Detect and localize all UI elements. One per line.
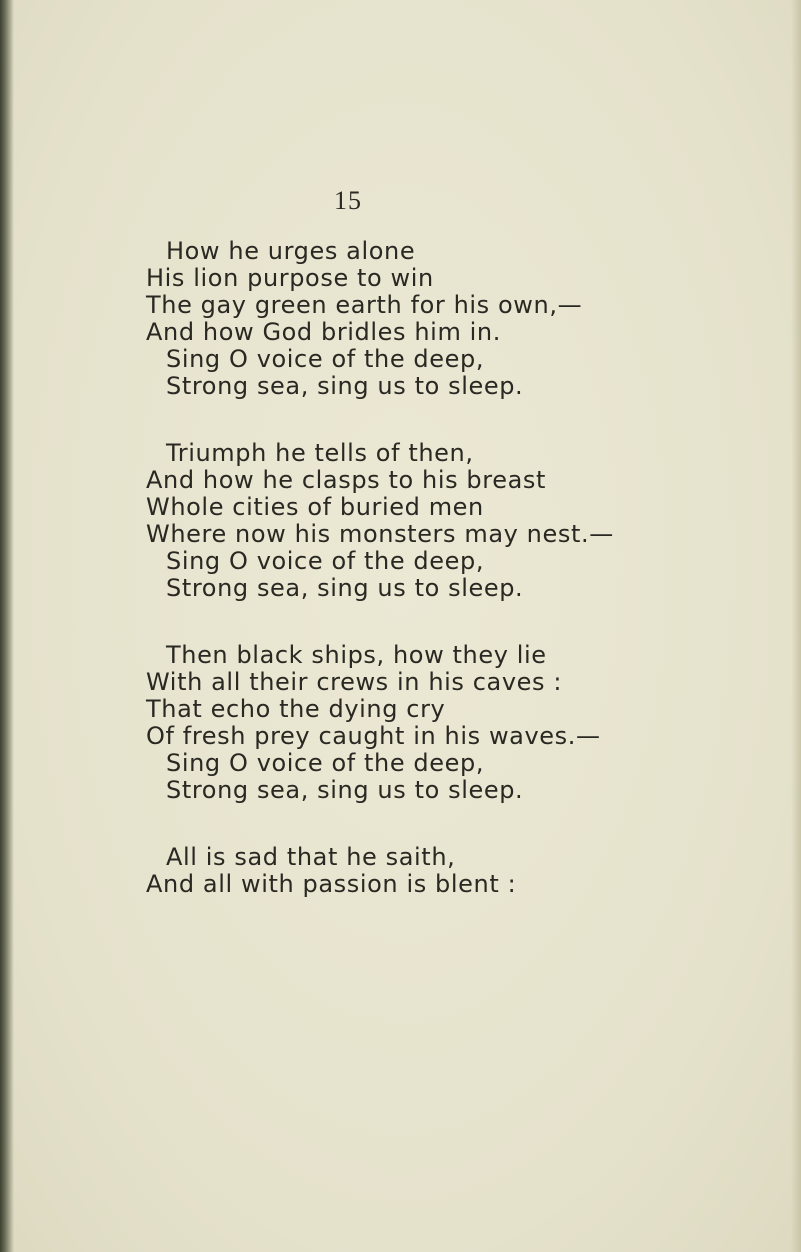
poem-line: Strong sea, sing us to sleep. xyxy=(166,372,524,400)
poem-line: Of fresh prey caught in his waves.— xyxy=(146,722,601,750)
page-outer-edge xyxy=(791,0,801,1252)
poem-line: All is sad that he saith, xyxy=(166,843,456,871)
poem-line: Strong sea, sing us to sleep. xyxy=(166,776,524,804)
page-binding-edge xyxy=(0,0,14,1252)
poem-line: And all with passion is blent : xyxy=(146,870,517,898)
poem-line: Sing O voice of the deep, xyxy=(166,547,485,575)
poem-line: Sing O voice of the deep, xyxy=(166,345,485,373)
poem-line: And how God bridles him in. xyxy=(146,318,501,346)
poem-line: Where now his monsters may nest.— xyxy=(146,520,614,548)
poem-line: That echo the dying cry xyxy=(146,695,446,723)
poem-line: Sing O voice of the deep, xyxy=(166,749,485,777)
poem-line: Then black ships, how they lie xyxy=(166,641,547,669)
poem-line: How he urges alone xyxy=(166,237,416,265)
poem-line: With all their crews in his caves : xyxy=(146,668,563,696)
poem-line: His lion purpose to win xyxy=(146,264,434,292)
poem-line: Triumph he tells of then, xyxy=(166,439,474,467)
poem-line: The gay green earth for his own,— xyxy=(146,291,583,319)
poem-line: Whole cities of buried men xyxy=(146,493,484,521)
poem-line: Strong sea, sing us to sleep. xyxy=(166,574,524,602)
poem-line: And how he clasps to his breast xyxy=(146,466,546,494)
page-number: 15 xyxy=(334,186,362,215)
